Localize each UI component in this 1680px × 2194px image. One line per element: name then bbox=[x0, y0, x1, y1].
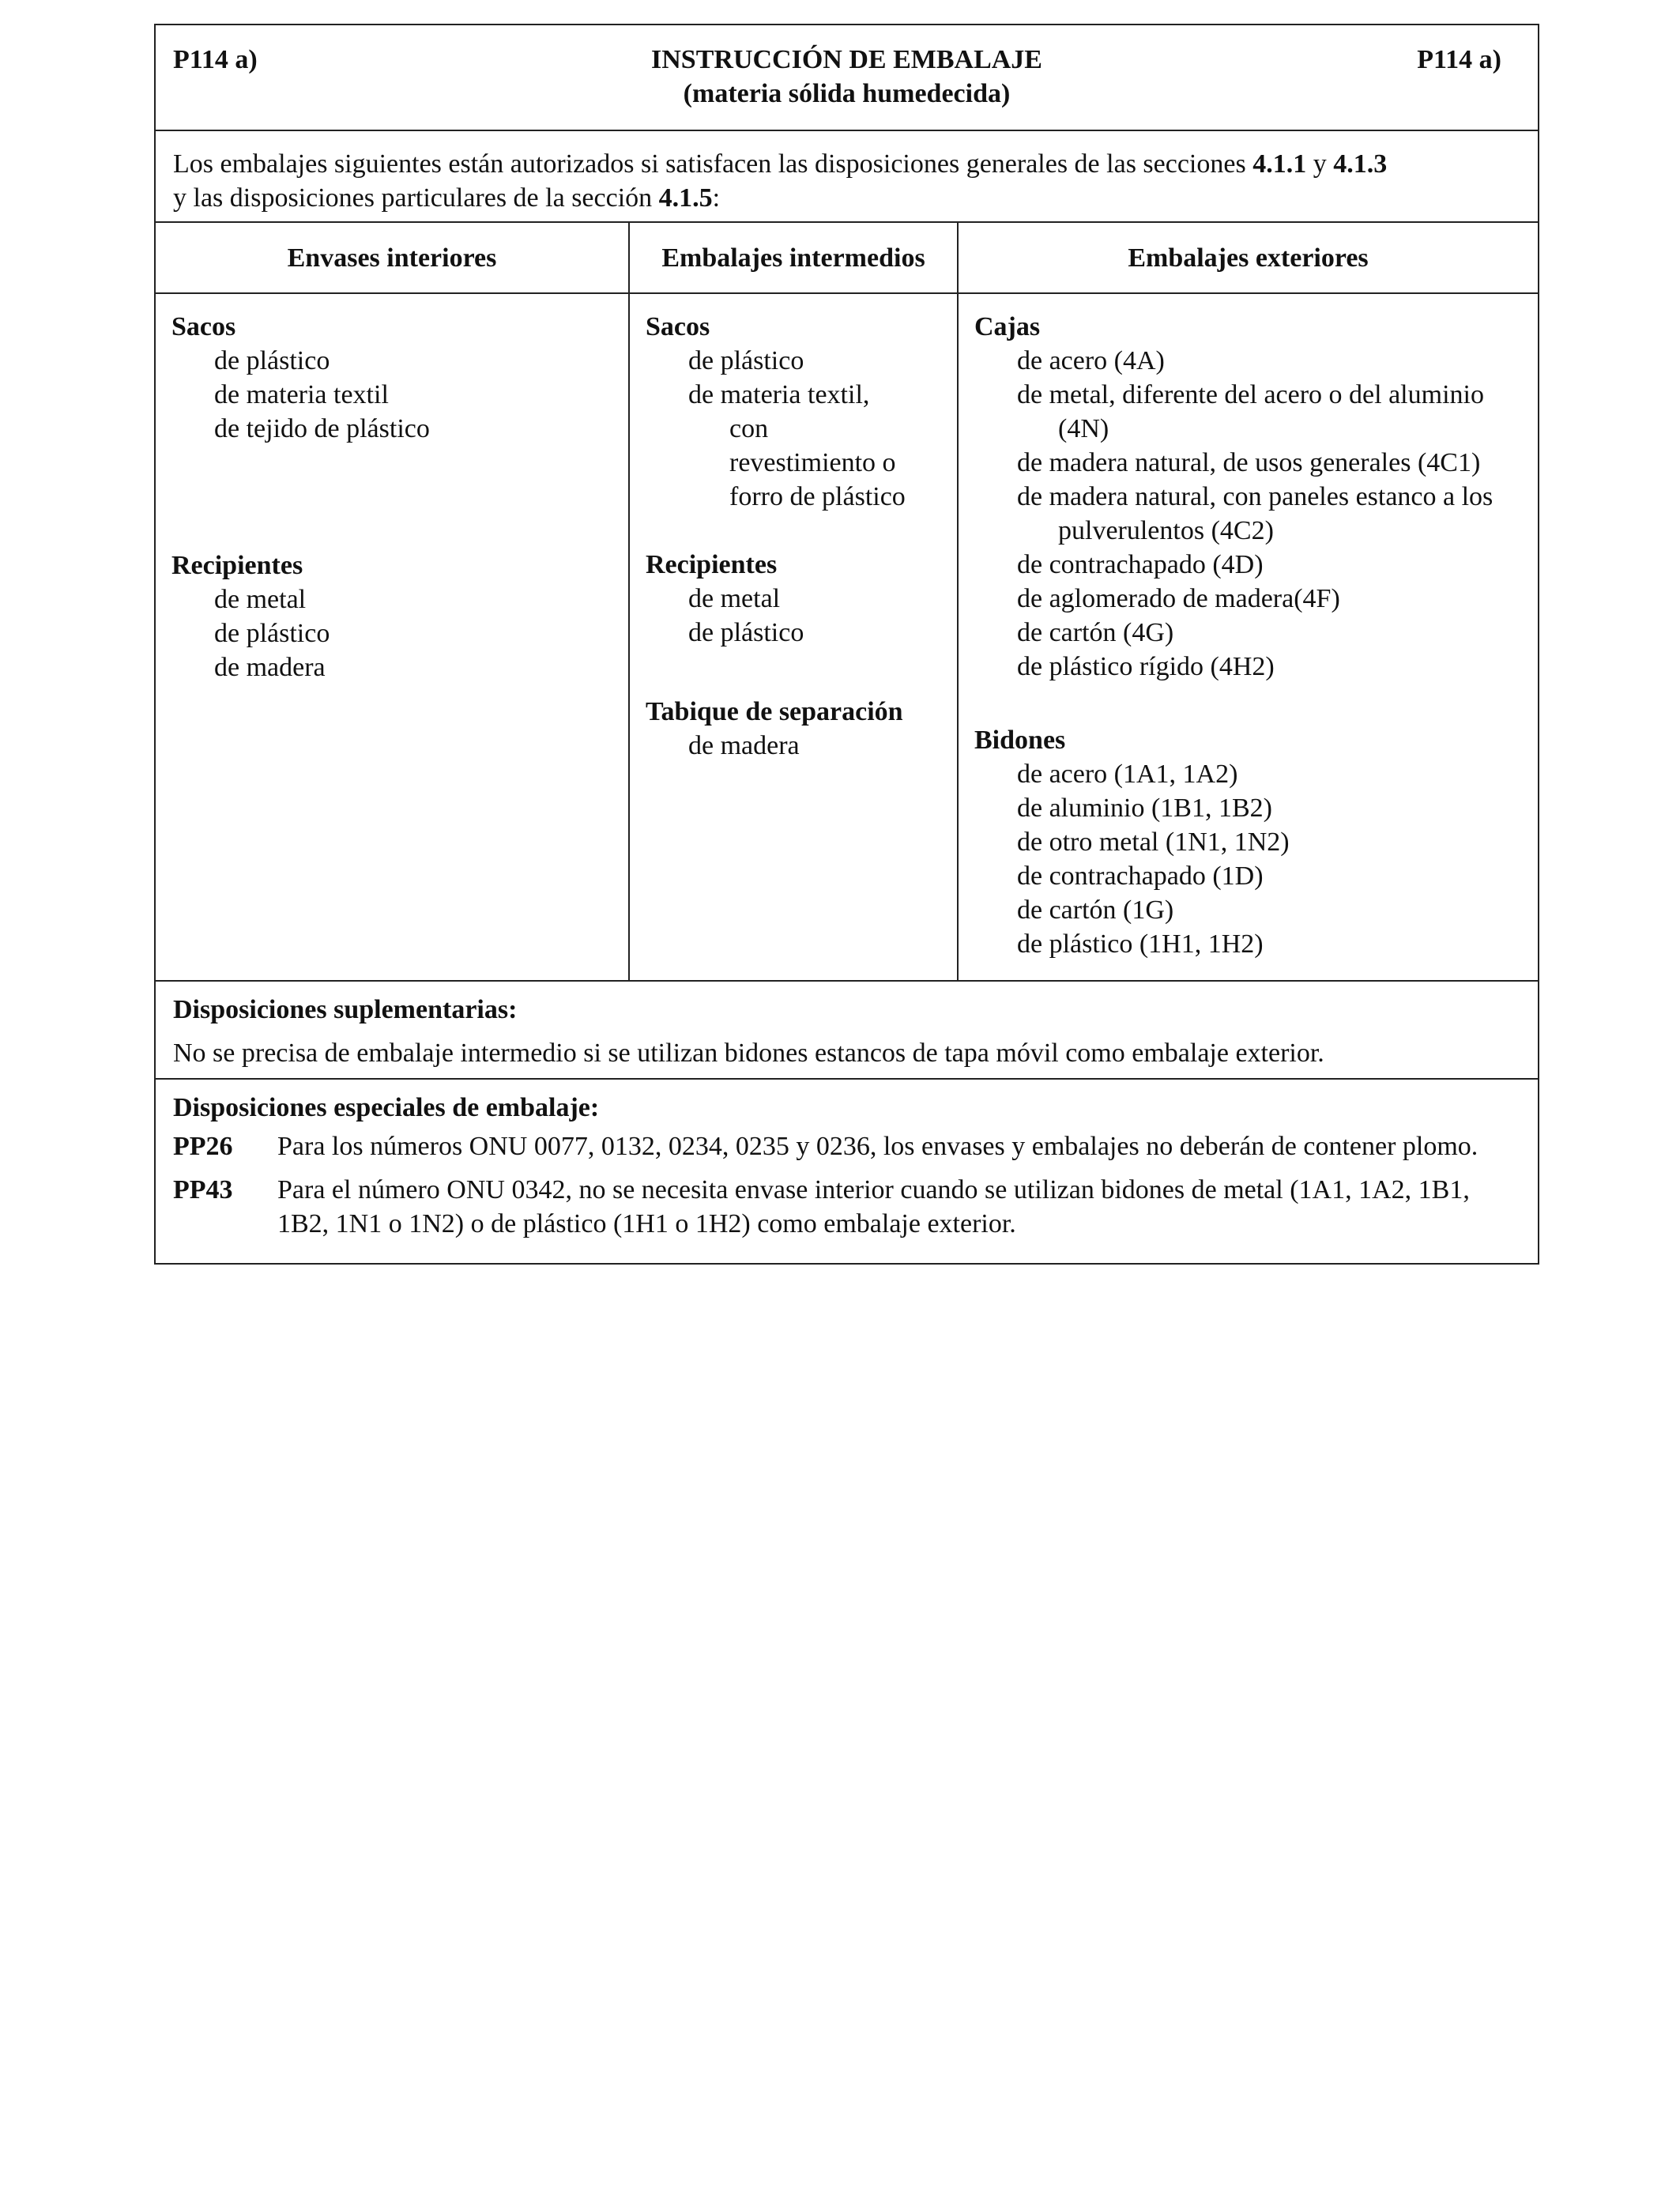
column-intermediate-packagings bbox=[630, 223, 959, 980]
column-body bbox=[630, 294, 957, 980]
column-heading: Envases interiores bbox=[156, 223, 628, 294]
list-item: de aluminio (1B1, 1B2) bbox=[1017, 794, 1272, 823]
list-item: de madera bbox=[688, 731, 800, 760]
group-title: Sacos bbox=[171, 312, 236, 341]
packing-instruction-table bbox=[154, 24, 1539, 1265]
column-outer-packagings bbox=[959, 223, 1538, 980]
column-inner-packagings bbox=[156, 223, 630, 980]
list-item: de madera natural, con paneles estanco a los pulverulentos (4C2) bbox=[1017, 482, 1494, 545]
provision-pp43 bbox=[173, 1173, 1520, 1241]
column-heading: Embalajes exteriores bbox=[959, 223, 1538, 294]
section-text: No se precisa de embalaje intermedio si se utilizan bidones estancos de tapa móvil como embalaje exterior. bbox=[173, 1039, 1324, 1068]
list-item: de plástico (1H1, 1H2) bbox=[1017, 929, 1264, 959]
column-heading: Embalajes intermedios bbox=[630, 223, 957, 294]
list-item: de acero (1A1, 1A2) bbox=[1017, 760, 1238, 789]
group-title: Recipientes bbox=[171, 551, 303, 580]
section-title: Disposiciones especiales de embalaje: bbox=[173, 1093, 600, 1122]
instruction-code-right: P114 a) bbox=[1417, 45, 1501, 74]
instruction-title: INSTRUCCIÓN DE EMBALAJE bbox=[651, 45, 1042, 74]
list-item: de materia textil, bbox=[688, 380, 870, 409]
list-item: de plástico bbox=[688, 346, 804, 375]
special-packing-provisions bbox=[156, 1080, 1538, 1263]
list-item: de contrachapado (4D) bbox=[1017, 550, 1264, 579]
group-recipientes bbox=[646, 548, 941, 650]
instruction-subtitle: (materia sólida humedecida) bbox=[683, 79, 1011, 108]
provision-pp26 bbox=[173, 1129, 1520, 1163]
group-sacos bbox=[171, 310, 612, 446]
intro-text-3: y las disposiciones particulares de la sección bbox=[173, 183, 659, 213]
intro-ref-4-1-5: 4.1.5 bbox=[658, 183, 713, 213]
group-title: Sacos bbox=[646, 312, 710, 341]
intro-text-1: Los embalajes siguientes están autorizados si satisfacen las disposiciones generales de las secciones bbox=[173, 149, 1253, 179]
provision-code: PP43 bbox=[173, 1175, 233, 1204]
column-body bbox=[959, 294, 1538, 980]
list-item: de aglomerado de madera(4F) bbox=[1017, 584, 1340, 613]
group-bidones bbox=[974, 723, 1522, 961]
intro-ref-4-1-3: 4.1.3 bbox=[1333, 149, 1388, 179]
list-item: de plástico bbox=[214, 619, 330, 648]
group-cajas bbox=[974, 310, 1522, 684]
table-header bbox=[156, 25, 1538, 131]
intro-text-2: y bbox=[1306, 149, 1334, 179]
group-title: Bidones bbox=[974, 726, 1066, 755]
list-item: de materia textil bbox=[214, 380, 389, 409]
group-title: Cajas bbox=[974, 312, 1041, 341]
list-item-continuation: con bbox=[729, 414, 769, 443]
list-item: de plástico bbox=[688, 618, 804, 647]
list-item: de metal bbox=[214, 585, 307, 614]
group-sacos bbox=[646, 310, 941, 514]
list-item-continuation: revestimiento o bbox=[729, 448, 896, 477]
supplementary-provisions bbox=[156, 982, 1538, 1080]
group-title: Tabique de separación bbox=[646, 697, 903, 726]
packaging-columns bbox=[156, 223, 1538, 982]
list-item: de contrachapado (1D) bbox=[1017, 861, 1264, 891]
group-recipientes bbox=[171, 548, 612, 684]
list-item: de cartón (4G) bbox=[1017, 618, 1174, 647]
list-item: de plástico rígido (4H2) bbox=[1017, 652, 1275, 681]
list-item: de madera bbox=[214, 653, 326, 682]
instruction-title-block bbox=[156, 43, 1538, 111]
section-title: Disposiciones suplementarias: bbox=[173, 995, 518, 1024]
list-item: de tejido de plástico bbox=[214, 414, 430, 443]
provision-text: Para el número ONU 0342, no se necesita envase interior cuando se utilizan bidones de metal (1A1, 1A2, 1B1, 1B2, 1N1 o 1N2) o de plástico (1H1 o 1H2) como embalaje exterior. bbox=[277, 1175, 1470, 1238]
intro-ref-4-1-1: 4.1.1 bbox=[1252, 149, 1307, 179]
list-item: de plástico bbox=[214, 346, 330, 375]
list-item: de metal bbox=[688, 584, 781, 613]
list-item: de madera natural, de usos generales (4C1) bbox=[1017, 448, 1481, 477]
column-body bbox=[156, 294, 628, 980]
list-item: de acero (4A) bbox=[1017, 346, 1165, 375]
list-item: de cartón (1G) bbox=[1017, 895, 1174, 925]
provision-code: PP26 bbox=[173, 1132, 233, 1161]
group-title: Recipientes bbox=[646, 550, 778, 579]
list-item-continuation: forro de plástico bbox=[729, 482, 906, 511]
intro-text-4: : bbox=[712, 183, 721, 213]
intro-paragraph bbox=[156, 131, 1538, 223]
list-item: de metal, diferente del acero o del aluminio (4N) bbox=[1017, 380, 1484, 443]
group-tabique bbox=[646, 695, 941, 763]
instruction-code-left: P114 a) bbox=[173, 45, 258, 74]
list-item: de otro metal (1N1, 1N2) bbox=[1017, 827, 1290, 857]
provision-text: Para los números ONU 0077, 0132, 0234, 0235 y 0236, los envases y embalajes no deberán de contener plomo. bbox=[277, 1132, 1478, 1161]
